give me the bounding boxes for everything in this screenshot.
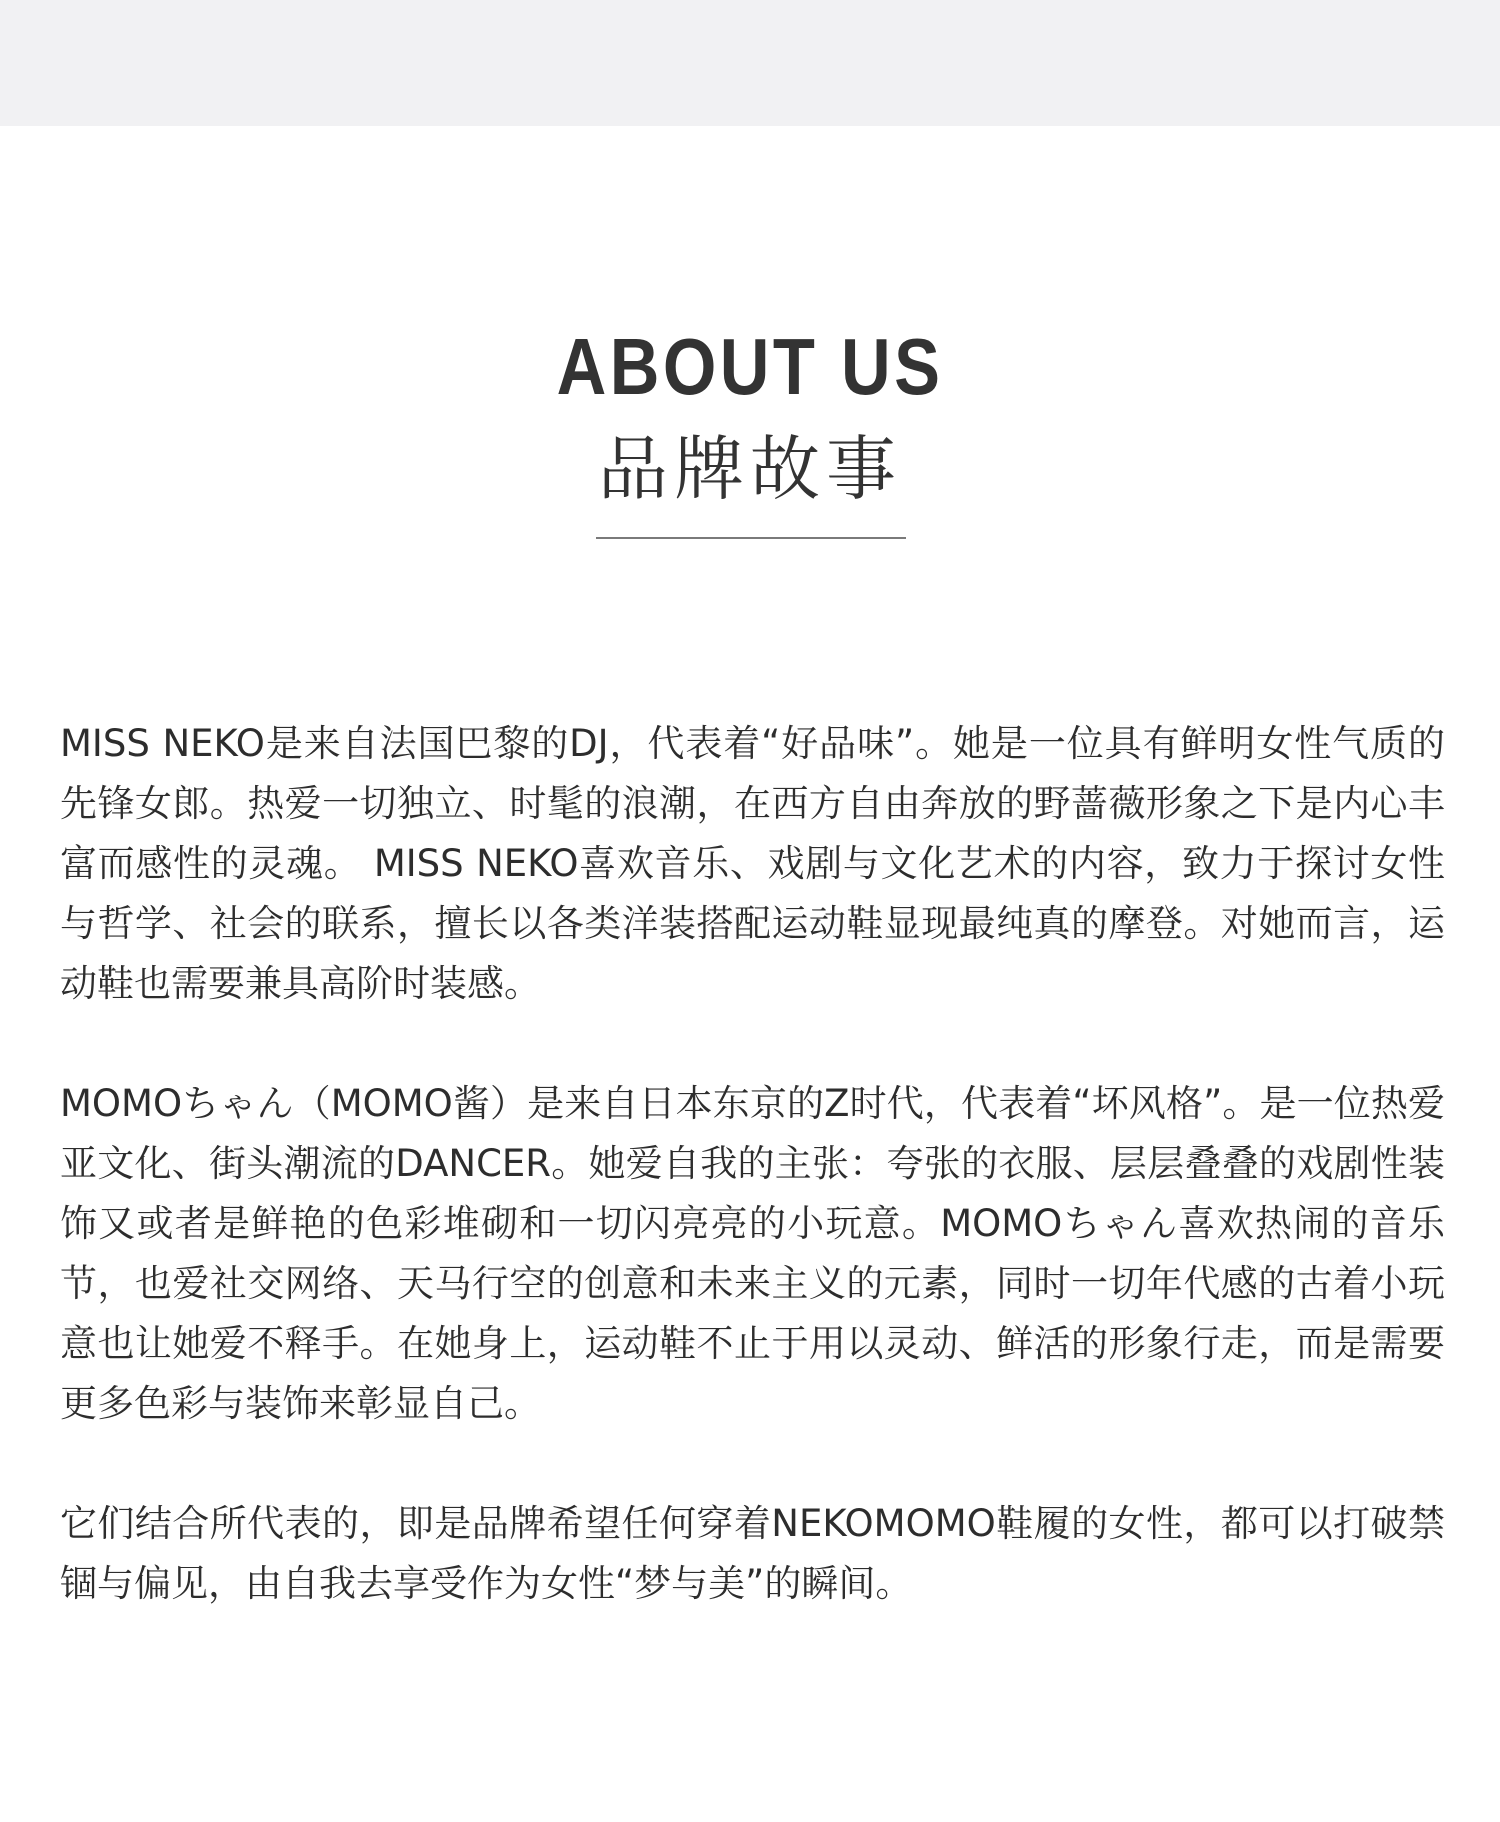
page-title-zh: 品牌故事 (598, 428, 902, 510)
top-banner (0, 0, 1500, 126)
title-divider (596, 537, 906, 539)
paragraph-brand-vision: 它们结合所代表的，即是品牌希望任何穿着NEKOMOMO鞋履的女性，都可以打破禁锢与偏见，由自我去享受作为女性“梦与美”的瞬间。 (60, 1502, 1445, 1605)
brand-story-article (60, 714, 1445, 1674)
paragraph-miss-neko: MISS NEKO是来自法国巴黎的DJ，代表着“好品味”。她是一位具有鲜明女性气质的先锋女郎。热爱一切独立、时髦的浪潮，在西方自由奔放的野蔷薇形象之下是内心丰富而感性的灵魂。 MISS NEKO喜欢音乐、戏剧与文化艺术的内容，致力于探讨女性与哲学、社会的联系，擅长以各类洋装搭配运动鞋显现最纯真的摩登。对她而言，运动鞋也需要兼具高阶时装感。 (60, 722, 1445, 1005)
paragraph-momo-chan: MOMOちゃん（MOMO酱）是来自日本东京的Z时代，代表着“坏风格”。是一位热爱亚文化、街头潮流的DANCER。她爱自我的主张：夸张的衣服、层层叠叠的戏剧性装饰又或者是鲜艳的色彩堆砌和一切闪亮亮的小玩意。MOMOちゃん喜欢热闹的音乐节，也爱社交网络、天马行空的创意和未来主义的元素，同时一切年代感的古着小玩意也让她爱不释手。在她身上，运动鞋不止于用以灵动、鲜活的形象行走，而是需要更多色彩与装饰来彰显自己。 (60, 1082, 1445, 1425)
page-title-en: ABOUT US (556, 322, 944, 411)
